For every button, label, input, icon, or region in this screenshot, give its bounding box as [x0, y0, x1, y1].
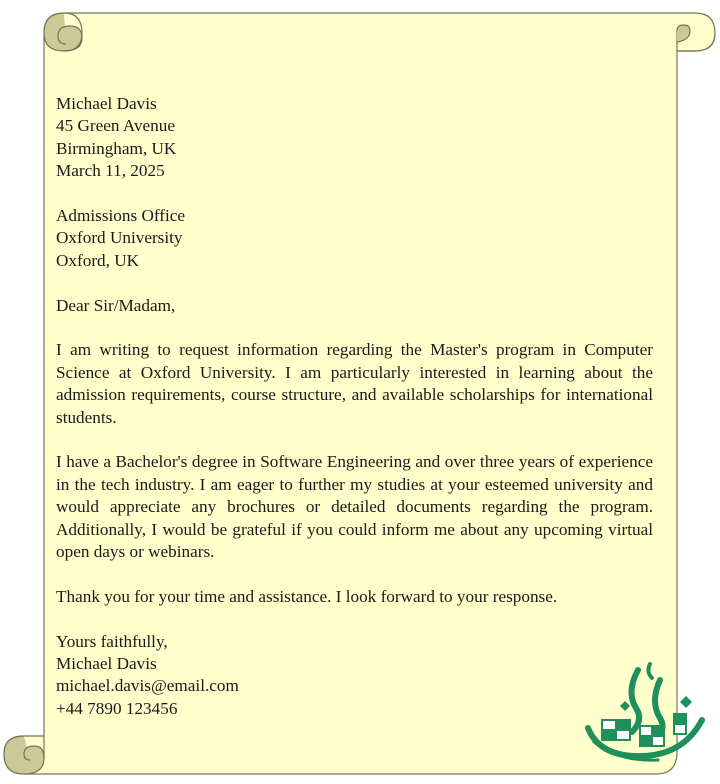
- recipient-location: Oxford, UK: [56, 250, 140, 270]
- paragraph-2: [56, 451, 653, 563]
- sender-name: Michael Davis: [56, 94, 157, 113]
- closing-block: [56, 631, 653, 721]
- paragraph-1: [56, 339, 653, 429]
- calligraphy-logo-icon: [580, 662, 710, 770]
- sender-address: [56, 93, 653, 183]
- salutation: Dear Sir/Madam,: [56, 295, 176, 315]
- letter-body: [56, 93, 653, 720]
- paragraph-2-text: I have a Bachelor's degree in Software Engineering and over three years of experience in the tech industry. I am eager to further my studies at your esteemed university and would appreciate any brochures or detailed documents regarding the program. Additionally, I would be grateful if you could inform me about any upcoming virtual open days or webinars.: [56, 452, 653, 562]
- recipient-office: Admissions Office: [56, 206, 186, 226]
- paragraph-3-text: Thank you for your time and assistance. I look forward to your response.: [56, 586, 558, 606]
- signature-email: michael.davis@email.com: [56, 676, 239, 696]
- recipient-institution: Oxford University: [56, 228, 183, 248]
- sign-off: Yours faithfully,: [56, 631, 168, 651]
- paragraph-1-text: I am writing to request information regarding the Master's program in Computer Science at Oxford University. I am particularly interested in learning about the admission requirements, course structure, and available scholarships for international students.: [56, 340, 653, 427]
- signature-name: Michael Davis: [56, 654, 157, 674]
- letter-date: March 11, 2025: [56, 161, 165, 181]
- sender-street: 45 Green Avenue: [56, 116, 175, 136]
- recipient-address: [56, 205, 653, 272]
- salutation-block: [56, 295, 653, 317]
- sender-city: Birmingham, UK: [56, 138, 177, 158]
- logo-blocks: [602, 714, 686, 746]
- signature-phone: +44 7890 123456: [56, 698, 178, 718]
- paragraph-3: [56, 586, 653, 608]
